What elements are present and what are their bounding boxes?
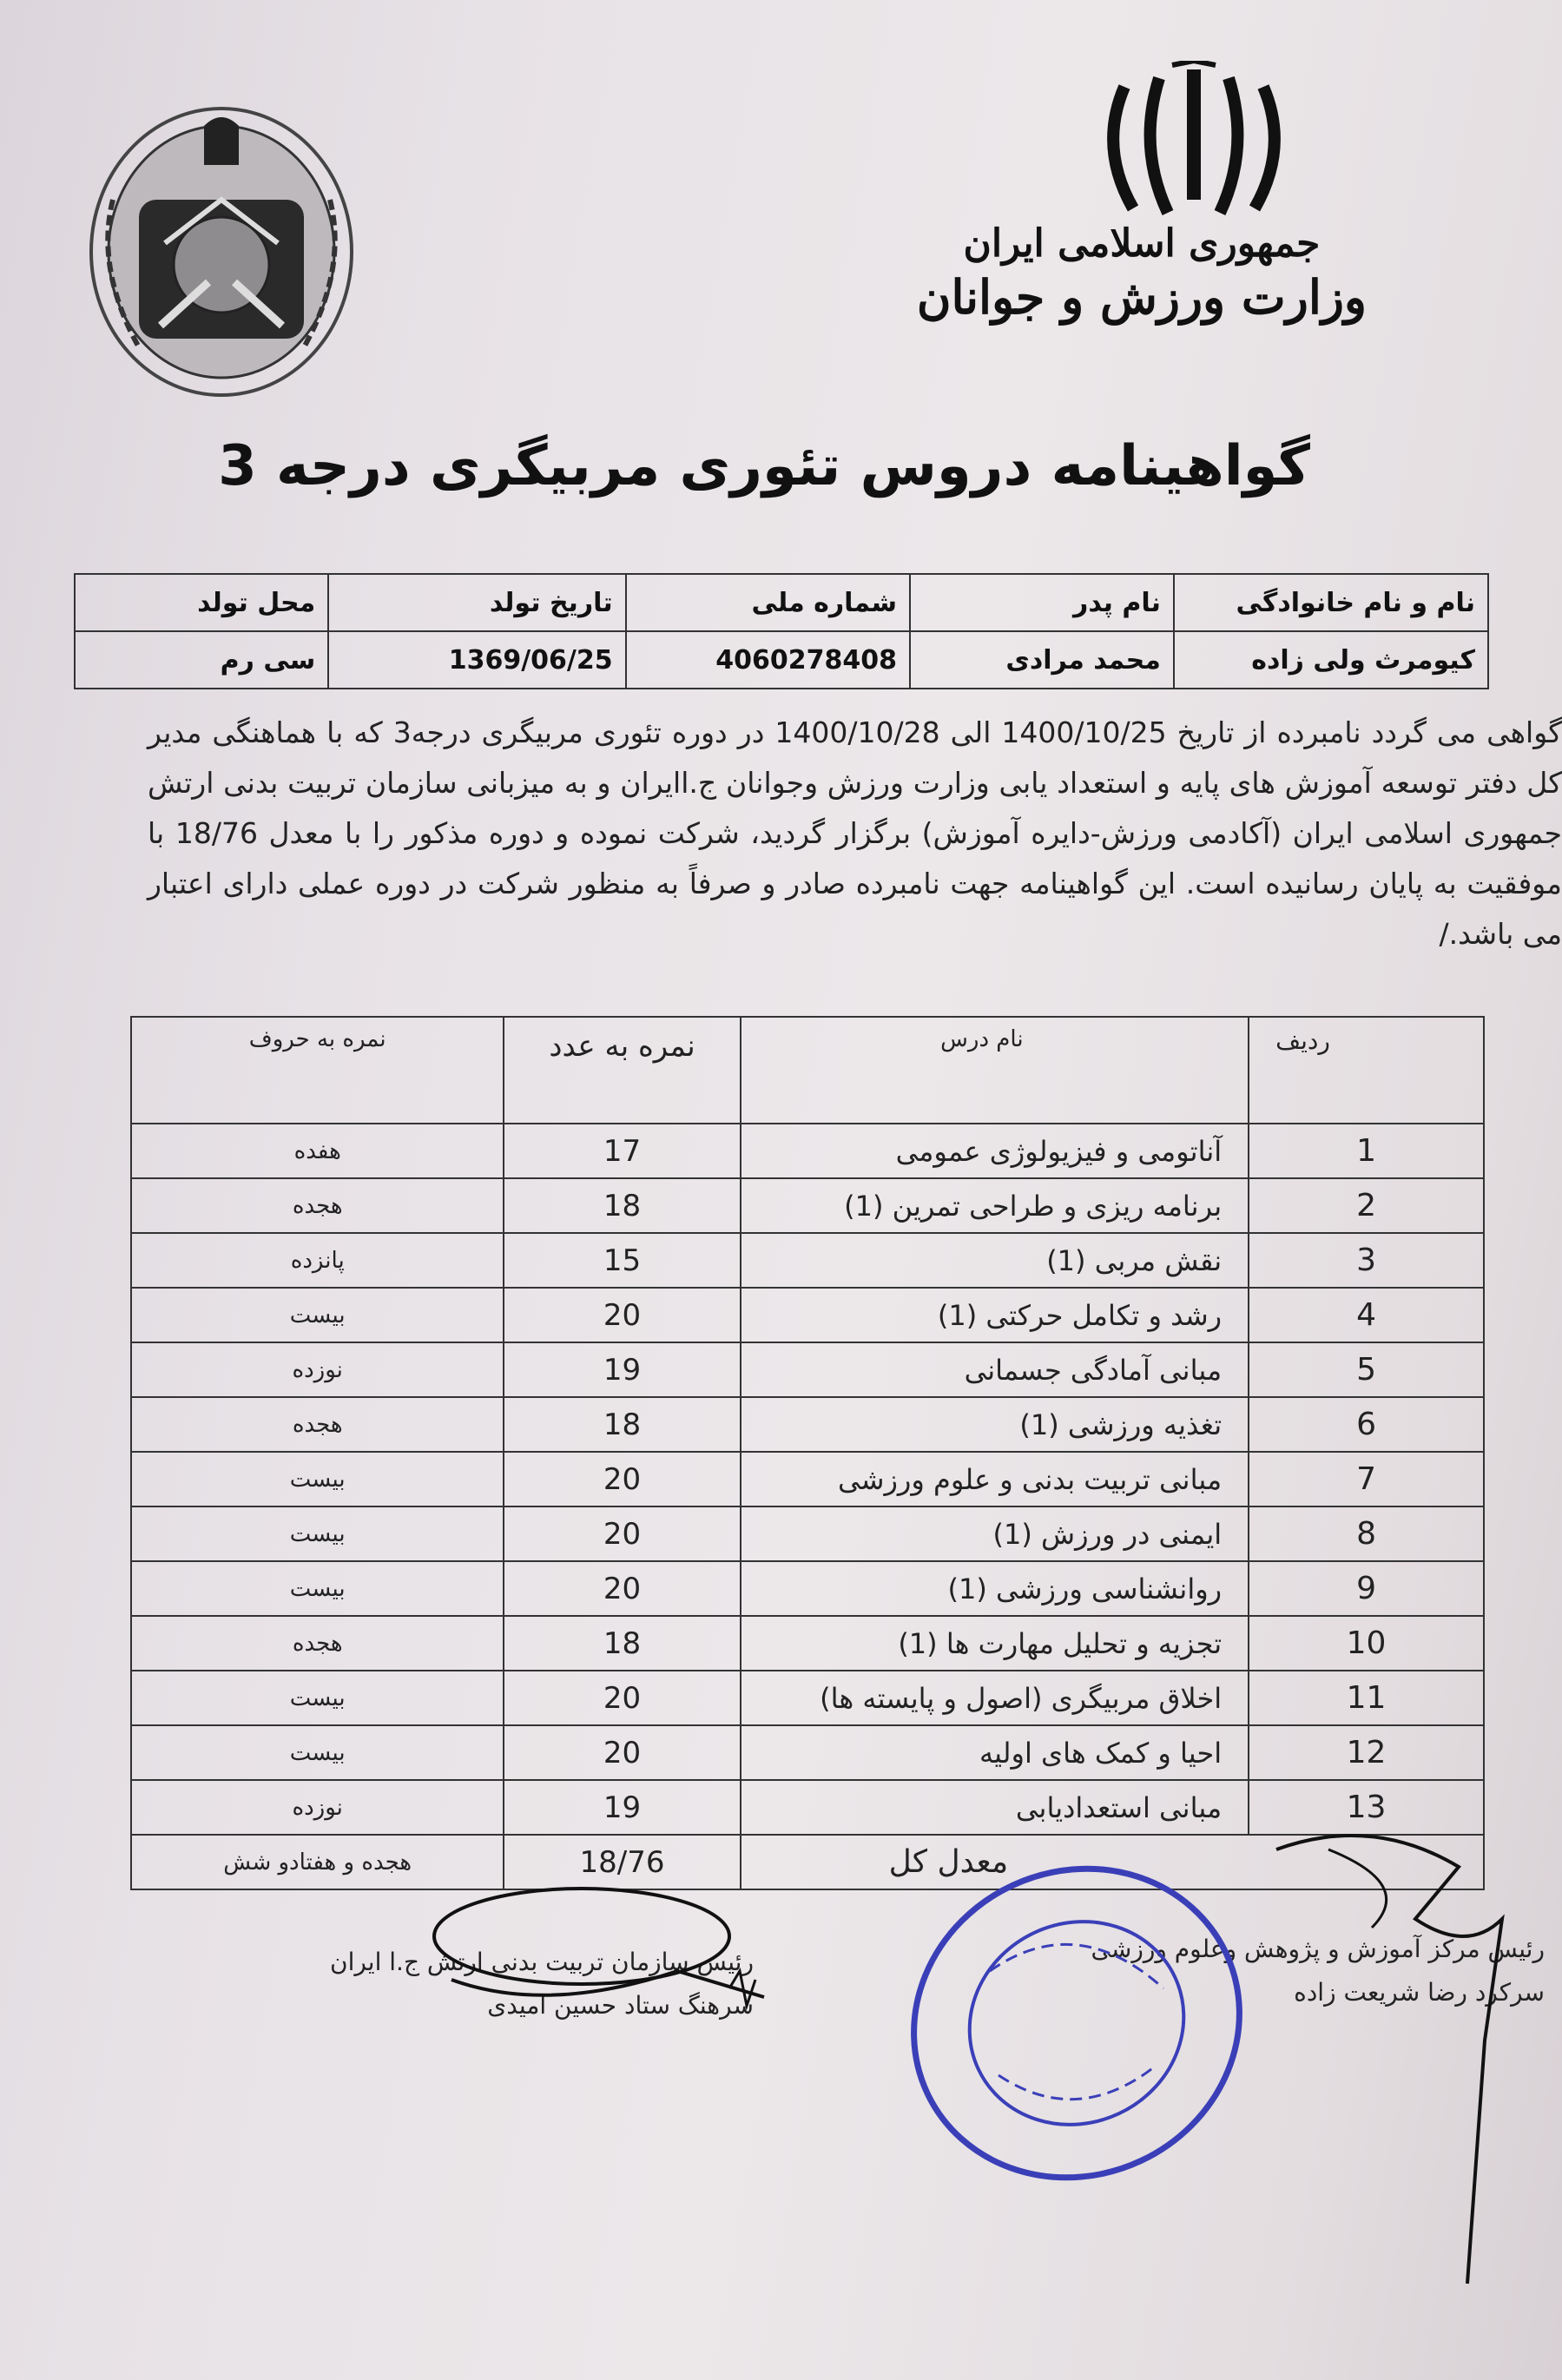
grade-words: هجده <box>131 1616 504 1671</box>
course-name: روانشناسی ورزشی (1) <box>741 1561 1249 1616</box>
course-name: برنامه ریزی و طراحی تمرین (1) <box>741 1178 1249 1233</box>
ministry-name: وزارت ورزش و جوانان <box>916 269 1367 325</box>
national-id-label: شماره ملی <box>626 574 910 631</box>
grade-words: پانزده <box>131 1233 504 1288</box>
course-name: ایمنی در ورزش (1) <box>741 1506 1249 1561</box>
grade-words: هجده <box>131 1397 504 1452</box>
course-name: مبانی آمادگی جسمانی <box>741 1342 1249 1397</box>
grade-digits: 19 <box>504 1780 740 1835</box>
certificate-title: گواهینامه دروس تئوری مربیگری درجه 3 <box>218 434 1310 498</box>
course-name: تغذیه ورزشی (1) <box>741 1397 1249 1452</box>
grade-row <box>131 1616 1484 1671</box>
header-grade-digits: نمره به عدد <box>504 1017 740 1124</box>
grade-row <box>131 1397 1484 1452</box>
grade-row <box>131 1233 1484 1288</box>
grade-digits: 17 <box>504 1124 740 1178</box>
row-number: 13 <box>1249 1780 1484 1835</box>
row-number: 1 <box>1249 1124 1484 1178</box>
grade-digits: 20 <box>504 1561 740 1616</box>
name-label: نام و نام خانوادگی <box>1174 574 1488 631</box>
course-name: تجزیه و تحلیل مهارت ها (1) <box>741 1616 1249 1671</box>
ministry-header <box>917 221 1367 325</box>
course-name: مبانی استعدادیابی <box>741 1780 1249 1835</box>
grade-digits: 18 <box>504 1616 740 1671</box>
header-grade-words: نمره به حروف <box>131 1017 504 1124</box>
grade-row <box>131 1725 1484 1780</box>
right-signatory-name: سرکرد رضا شریعت زاده <box>1294 1978 1545 2007</box>
grade-digits: 20 <box>504 1506 740 1561</box>
course-name: نقش مربی (1) <box>741 1233 1249 1288</box>
iran-emblem-icon <box>1098 61 1289 226</box>
father-value: محمد مرادی <box>910 631 1174 689</box>
row-number: 3 <box>1249 1233 1484 1288</box>
grade-words: بیست <box>131 1561 504 1616</box>
birth-place-value: سی رم <box>75 631 328 689</box>
course-name: اخلاق مربیگری (اصول و پایسته ها) <box>741 1671 1249 1725</box>
row-number: 10 <box>1249 1616 1484 1671</box>
grade-words: بیست <box>131 1671 504 1725</box>
grade-digits: 18 <box>504 1397 740 1452</box>
personal-info-table <box>74 573 1489 689</box>
row-number: 7 <box>1249 1452 1484 1506</box>
total-label: معدل کل <box>741 1835 1484 1889</box>
row-number: 6 <box>1249 1397 1484 1452</box>
grade-digits: 20 <box>504 1671 740 1725</box>
grade-digits: 18 <box>504 1178 740 1233</box>
total-grade-words: هجده و هفتادو شش <box>131 1835 504 1889</box>
birth-place-label: محل تولد <box>75 574 328 631</box>
row-number: 5 <box>1249 1342 1484 1397</box>
grade-words: هفده <box>131 1124 504 1178</box>
handwritten-signature-right <box>1242 1815 1537 2301</box>
country-name: جمهوری اسلامی ایران <box>963 221 1321 266</box>
left-signatory-title: رئیس سازمان تربیت بدنی ارتش ج.ا ایران <box>330 1948 754 1976</box>
army-emblem-icon <box>78 96 365 408</box>
grade-words: بیست <box>131 1506 504 1561</box>
course-name: رشد و تکامل حرکتی (1) <box>741 1288 1249 1342</box>
right-signatory-title: رئیس مرکز آموزش و پژوهش وعلوم ورزشی <box>1091 1935 1545 1963</box>
grades-table <box>130 1016 1485 1890</box>
grade-words: هجده <box>131 1178 504 1233</box>
course-name: آناتومی و فیزیولوژی عمومی <box>741 1124 1249 1178</box>
grade-row <box>131 1506 1484 1561</box>
handwritten-signature-left <box>417 1876 781 2049</box>
grade-digits: 20 <box>504 1288 740 1342</box>
grade-digits: 20 <box>504 1725 740 1780</box>
row-number: 2 <box>1249 1178 1484 1233</box>
birth-date-label: تاریخ تولد <box>328 574 625 631</box>
grade-row <box>131 1178 1484 1233</box>
header-course-name: نام درس <box>741 1017 1249 1124</box>
left-signatory-name: سرهنگ ستاد حسین امیدی <box>487 1991 754 2020</box>
course-name: مبانی تربیت بدنی و علوم ورزشی <box>741 1452 1249 1506</box>
grade-words: نوزده <box>131 1342 504 1397</box>
certificate-body-text: گواهی می گردد نامبرده از تاریخ 1400/10/25 الی 1400/10/28 در دوره تئوری مربیگری درجه3 که با هماهنگی مدیر کل دفتر توسعه آموزش های پایه و استعداد یابی وزارت ورزش وجوانان ج.اایران و به میزبانی سازمان تربیت بدنی ارتش جمهوری اسلامی ایران (آکادمی ورزش-دایره آموزش) برگزار گردید، شرکت نموده و دوره مذکور را با معدل 18/76 با موفقیت به پایان رسانیده است. این گواهینامه جهت نامبرده صادر و صرفاً به منظور شرکت در دوره عملی دارای اعتبار می باشد./ <box>148 715 1562 951</box>
row-number: 8 <box>1249 1506 1484 1561</box>
row-number: 4 <box>1249 1288 1484 1342</box>
row-number: 12 <box>1249 1725 1484 1780</box>
grade-row <box>131 1124 1484 1178</box>
header-row-number: ردیف <box>1249 1017 1484 1124</box>
grade-row <box>131 1561 1484 1616</box>
name-value: کیومرث ولی زاده <box>1174 631 1488 689</box>
grade-row <box>131 1288 1484 1342</box>
grade-digits: 19 <box>504 1342 740 1397</box>
grade-row <box>131 1452 1484 1506</box>
grade-words: بیست <box>131 1288 504 1342</box>
grade-words: بیست <box>131 1725 504 1780</box>
national-id-value: 4060278408 <box>626 631 910 689</box>
official-stamp <box>894 1841 1259 2205</box>
grade-digits: 15 <box>504 1233 740 1288</box>
father-label: نام پدر <box>910 574 1174 631</box>
course-name: احیا و کمک های اولیه <box>741 1725 1249 1780</box>
birth-date-value: 1369/06/25 <box>328 631 625 689</box>
grade-row <box>131 1671 1484 1725</box>
grade-digits: 20 <box>504 1452 740 1506</box>
grade-row <box>131 1342 1484 1397</box>
grade-words: بیست <box>131 1452 504 1506</box>
row-number: 9 <box>1249 1561 1484 1616</box>
grade-words: نوزده <box>131 1780 504 1835</box>
total-grade: 18/76 <box>504 1835 740 1889</box>
row-number: 11 <box>1249 1671 1484 1725</box>
